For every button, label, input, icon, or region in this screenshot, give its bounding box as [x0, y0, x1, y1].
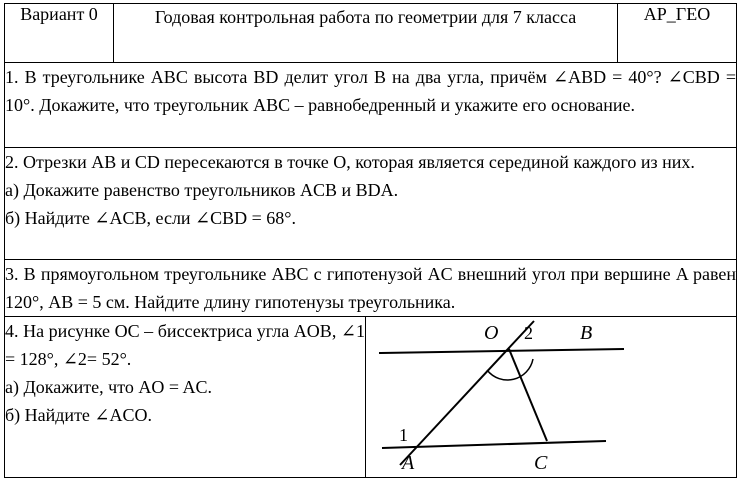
- label-1: 1: [399, 425, 408, 445]
- header-row: [5, 4, 737, 63]
- label-a: A: [402, 452, 415, 474]
- label-2: 2: [524, 323, 533, 343]
- label-c: C: [534, 452, 548, 474]
- sizer-2: [114, 478, 366, 479]
- task-2-part-b: б) Найдите ∠ACB, если ∠CBD = 68°.: [5, 208, 296, 228]
- task-row-3: [5, 260, 737, 317]
- task-2-part-a: а) Докажите равенство треугольников ACB и BDA.: [5, 180, 399, 200]
- segment-oc: [509, 349, 547, 441]
- geometry-figure: [366, 317, 636, 477]
- task-table: [4, 3, 737, 478]
- task-4-text: 4. На рисунке OC – биссектриса угла AOB, ∠1 = 128°, ∠2= 52°.: [5, 321, 365, 369]
- task-1: [5, 63, 737, 148]
- label-o: O: [484, 322, 499, 344]
- variant-cell: Вариант 0: [5, 4, 114, 63]
- label-b: B: [580, 322, 593, 344]
- sizer-3: [366, 478, 618, 479]
- task-row-4: [5, 317, 737, 478]
- column-sizer: [5, 478, 737, 479]
- figure-cell: [366, 317, 737, 478]
- angle-arc-o: [487, 359, 533, 380]
- worksheet: [4, 3, 737, 488]
- task-4-part-a: а) Докажите, что AO = AC.: [5, 377, 212, 397]
- task-3-text: 3. В прямоугольном треугольнике ABC с гипотенузой AC внешний угол при вершине A равен 120°, AB = 5 см. Найдите длину гипотенузы треугольника.: [5, 264, 736, 312]
- code-cell: АР_ГЕО: [618, 4, 737, 63]
- task-3: [5, 260, 737, 317]
- title-cell: Годовая контрольная работа по геометрии для 7 класса: [114, 4, 618, 63]
- task-row-1: [5, 63, 737, 148]
- sizer-1: [5, 478, 114, 479]
- task-1-text: 1. В треугольнике ABC высота BD делит угол B на два угла, причём ∠ABD = 40°? ∠CBD = 10°. Докажите, что треугольник ABC – равнобедренный и укажите его основание.: [5, 67, 736, 115]
- line-ob: [379, 349, 624, 353]
- task-4: [5, 317, 366, 478]
- task-2-text: 2. Отрезки AB и CD пересекаются в точке O, которая является серединой каждого из них.: [5, 152, 695, 172]
- sizer-4: [618, 478, 737, 479]
- task-row-2: [5, 148, 737, 260]
- task-2: [5, 148, 737, 260]
- task-4-part-b: б) Найдите ∠ACO.: [5, 405, 153, 425]
